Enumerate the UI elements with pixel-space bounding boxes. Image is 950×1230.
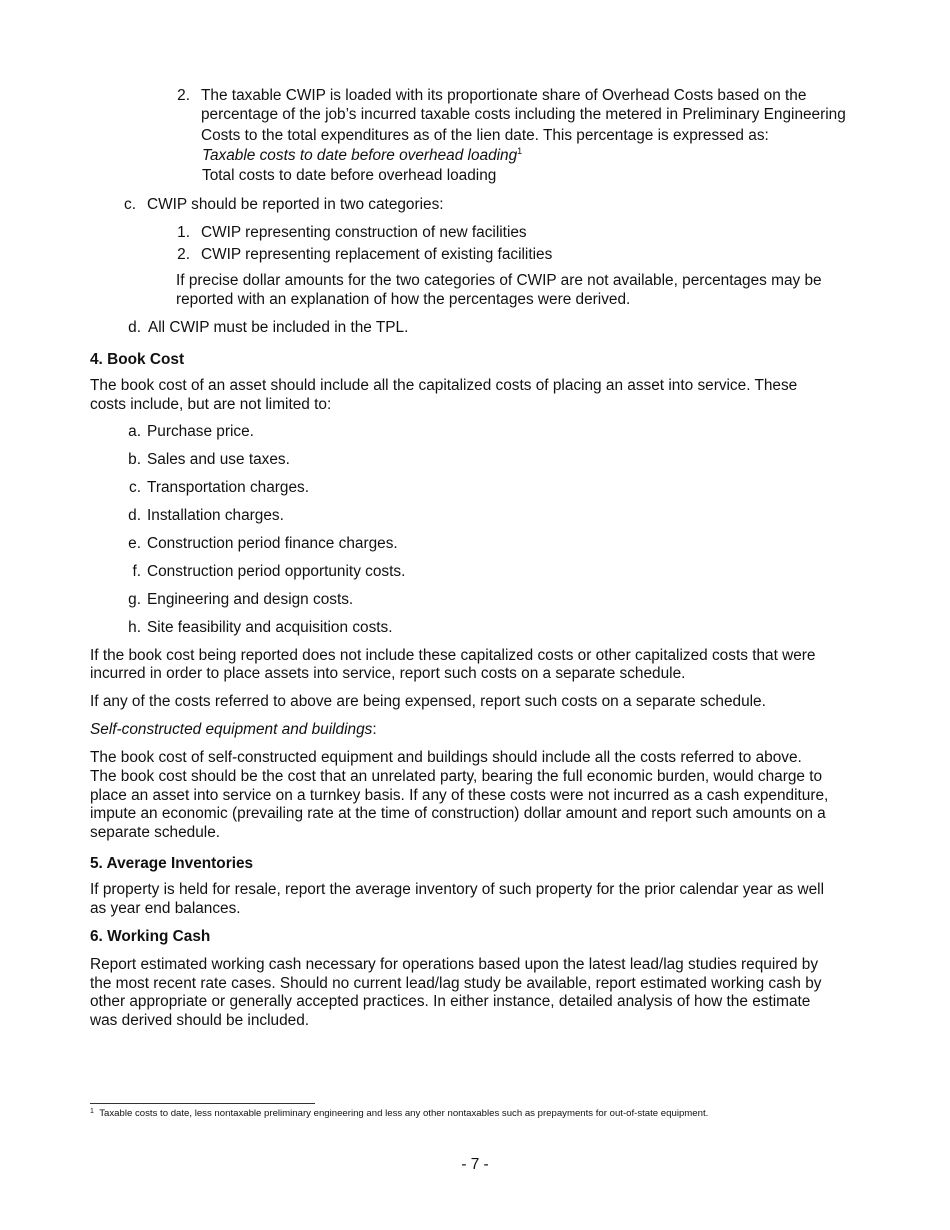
text-line: percentage of the job’s incurred taxable costs including the metered in Preliminary Engineering [201, 106, 846, 123]
list-label: a. [128, 423, 141, 440]
list-text: CWIP should be reported in two categories: [147, 196, 444, 213]
footnote-ref: 1 [517, 146, 523, 156]
text-line: incurred in order to place assets into service, report such costs on a separate schedule. [90, 665, 686, 682]
list-item: Engineering and design costs. [147, 591, 354, 608]
text-line: impute an economic (prevailing rate at the time of construction) dollar amount and report such amounts on a [90, 805, 826, 822]
text-line: as year end balances. [90, 900, 241, 917]
text-line: The book cost of an asset should include all the capitalized costs of placing an asset into service. These [90, 377, 798, 394]
text-line: If property is held for resale, report the average inventory of such property for the prior calendar year as well [90, 881, 824, 898]
footnote-divider [90, 1103, 315, 1104]
list-label: e. [128, 535, 141, 552]
list-item: Sales and use taxes. [147, 451, 290, 468]
text-line: costs include, but are not limited to: [90, 396, 332, 413]
list-item: Purchase price. [147, 423, 254, 440]
formula-numerator: Taxable costs to date before overhead loading$^1$ [202, 146, 523, 164]
list-item: Site feasibility and acquisition costs. [147, 619, 393, 636]
text-line: The taxable CWIP is loaded with its proportionate share of Overhead Costs based on the [201, 87, 807, 104]
text-line: was derived should be included. [90, 1012, 310, 1029]
list-label: b. [128, 451, 141, 468]
text-line: The book cost should be the cost that an unrelated party, bearing the full economic burden, would charge to [90, 768, 823, 785]
text-line: reported with an explanation of how the percentages were derived. [176, 291, 631, 308]
list-label: d. [128, 507, 141, 524]
text-line: other appropriate or generally accepted practices. In either instance, detailed analysis of how the estimate [90, 993, 811, 1010]
page-number: - 7 - [461, 1156, 489, 1173]
list-text: CWIP representing construction of new facilities [201, 224, 527, 241]
formula-denominator: Total costs to date before overhead loading [202, 167, 497, 184]
text-line: The book cost of self-constructed equipment and buildings should include all the costs referred to above. [90, 749, 802, 766]
text-line: Costs to the total expenditures as of the lien date. This percentage is expressed as: [201, 127, 769, 144]
section-heading-working-cash: 6. Working Cash [90, 928, 211, 945]
list-label: h. [128, 619, 141, 636]
list-item: Construction period opportunity costs. [147, 563, 406, 580]
text-line: If the book cost being reported does not include these capitalized costs or other capitalized costs that were [90, 647, 816, 664]
list-item: Construction period finance charges. [147, 535, 398, 552]
section-heading-book-cost: 4. Book Cost [90, 351, 185, 368]
list-number: 1. [177, 224, 190, 241]
footnote-text: Taxable costs to date, less nontaxable preliminary engineering and less any other nontaxables such as prepayments for out-of-state equipment. [99, 1108, 709, 1119]
list-text: All CWIP must be included in the TPL. [148, 319, 409, 336]
footnote-marker: 1 [90, 1108, 94, 1115]
text-line: If precise dollar amounts for the two categories of CWIP are not available, percentages may be [176, 272, 822, 289]
list-number: 2. [177, 246, 190, 263]
text-line: Report estimated working cash necessary for operations based upon the latest lead/lag studies required by [90, 956, 819, 973]
list-label: c. [124, 196, 136, 213]
list-item: Transportation charges. [147, 479, 309, 496]
text-line: the most recent rate cases. Should no current lead/lag study be available, report estimated working cash by [90, 975, 822, 992]
list-item: Installation charges. [147, 507, 284, 524]
text-line: If any of the costs referred to above are being expensed, report such costs on a separate schedule. [90, 693, 766, 710]
text-line: separate schedule. [90, 824, 221, 841]
section-heading-average-inventories: 5. Average Inventories [90, 855, 254, 872]
text-line: place an asset into service on a turnkey basis. If any of these costs were not incurred as a cash expenditure, [90, 787, 829, 804]
list-label: d. [128, 319, 141, 336]
list-label: g. [128, 591, 141, 608]
list-label: f. [132, 563, 141, 580]
list-label: c. [129, 479, 141, 496]
subheading-self-constructed: Self-constructed equipment and buildings: [90, 721, 377, 738]
list-number: 2. [177, 87, 190, 104]
footnote [90, 1108, 890, 1120]
list-text: CWIP representing replacement of existing facilities [201, 246, 553, 263]
